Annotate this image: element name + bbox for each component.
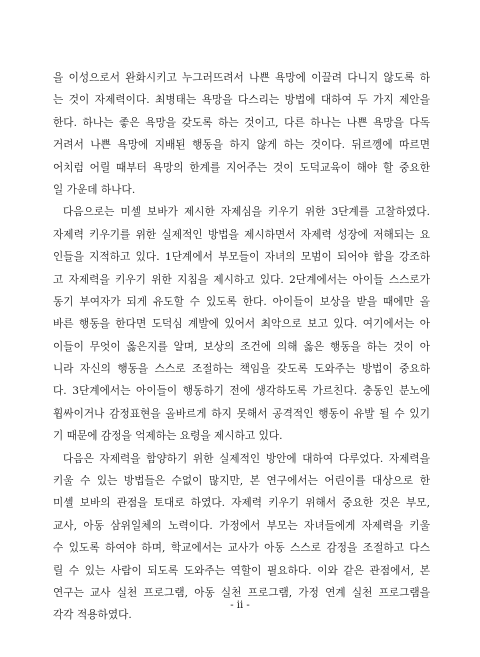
text-line: 을 이성으로서 완화시키고 누그러뜨려서 나쁜 욕망에 이끌려 다니지 않도록 하 — [53, 72, 430, 84]
text-line: 다음은 자제력을 함양하기 위한 실제적인 방안에 대하여 다루었다. 자제력을 — [63, 452, 430, 465]
text-line: 일 가운데 하나다. — [53, 183, 136, 196]
text-line: 이들이 무엇이 옳은지를 알며, 보상의 조건에 의해 옳은 행동을 하는 것이 아 — [53, 340, 430, 353]
text-line: 수 있도록 하여야 하며, 학교에서는 교사가 아동 스스로 감정을 조절하고 다스 — [53, 542, 430, 555]
text-line: 니라 자신의 행동을 스스로 조절하는 책임을 갖도록 도와주는 방법이 중요하 — [53, 363, 430, 376]
text-line: 기 때문에 감정을 억제하는 요령을 제시하고 있다. — [53, 430, 283, 443]
body-text — [53, 67, 430, 627]
text-line: 연구는 교사 실천 프로그램, 아동 실천 프로그램, 가정 연계 실천 프로그램을 — [53, 586, 430, 599]
text-line: 다. 3단계에서는 아이들이 행동하기 전에 생각하도록 가르친다. 충동인 분노에 — [53, 385, 430, 398]
text-line: 거려서 나쁜 욕망에 지배된 행동을 하지 않게 하는 것이다. 뒤르껭에 따르면 — [53, 139, 430, 152]
text-line: 교사, 아동 삼위일체의 노력이다. 가정에서 부모는 자녀들에게 자제력을 키울 — [53, 519, 430, 532]
text-line: 고 자제력을 키우기 위한 지침을 제시하고 있다. 2단계에서는 아이들 스스로가 — [53, 273, 430, 286]
text-line: 인들을 지적하고 있다. 1단계에서 부모들이 자녀의 모범이 되어야 함을 강조하 — [53, 251, 430, 264]
text-line: 는 것이 자제력이다. 최병태는 욕망을 다스리는 방법에 대하여 두 가지 제안을 — [53, 94, 430, 107]
text-line: 동기 부여자가 되게 유도할 수 있도록 한다. 아이들이 보상을 받을 때에만 올 — [53, 295, 430, 308]
text-line: 휩싸이거나 감정표현을 올바르게 하지 못해서 공격적인 행동이 유발 될 수 있기 — [53, 407, 430, 420]
text-line: 다음으로는 미셸 보바가 제시한 자제심을 키우기 위한 3단계를 고찰하였다. — [63, 206, 430, 219]
text-line: 바른 행동을 한다면 도덕심 계발에 있어서 최악으로 보고 있다. 여기에서는 아 — [53, 318, 430, 331]
text-line: 키울 수 있는 방법들은 수없이 많지만, 본 연구에서는 어린이를 대상으로 한 — [53, 475, 430, 488]
text-line: 한다. 하나는 좋은 욕망을 갖도록 하는 것이고, 다른 하나는 나쁜 욕망을 다독 — [53, 116, 430, 129]
text-line: 릴 수 있는 사람이 되도록 도와주는 역할이 필요하다. 이와 같은 관점에서, 본 — [53, 564, 430, 577]
paragraph-1 — [53, 67, 430, 201]
text-line: 자제력 키우기를 위한 실제적인 방법을 제시하면서 자제력 성장에 저해되는 요 — [53, 228, 430, 241]
text-line: 미셸 보바의 관점을 토대로 하였다. 자제력 키우기 위해서 중요한 것은 부모, — [53, 497, 430, 510]
page-number: - ii - — [230, 600, 250, 611]
paragraph-2 — [53, 201, 430, 447]
text-line: 어치럼 어릴 때부터 욕망의 한계를 지어주는 것이 도덕교육이 해야 할 중요한 — [53, 161, 430, 174]
text-line: 각각 적용하였다. — [53, 609, 132, 622]
